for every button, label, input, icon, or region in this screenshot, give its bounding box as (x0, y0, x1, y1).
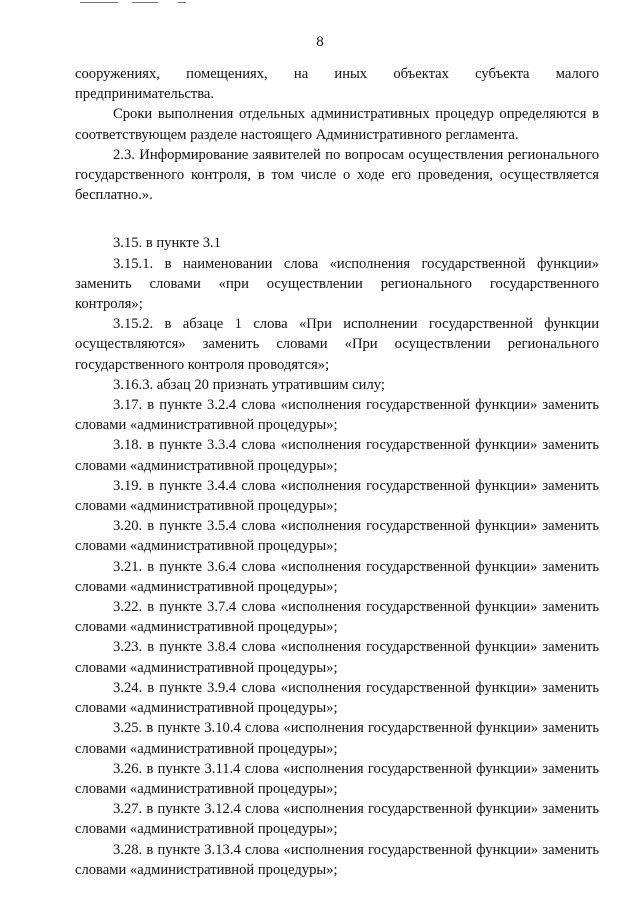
paragraph: 3.25. в пункте 3.10.4 слова «исполнения государственной функции» заменить словами «административной процедуры»; (75, 720, 599, 757)
scan-artifact (178, 2, 186, 3)
paragraph: 3.19. в пункте 3.4.4 слова «исполнения государственной функции» заменить словами «административной процедуры»; (75, 477, 599, 515)
paragraph: 3.24. в пункте 3.9.4 слова «исполнения государственной функции» заменить словами «административной процедуры»; (75, 679, 599, 717)
paragraph-gap (75, 205, 599, 233)
paragraph: 3.16.3. абзац 20 признать утратившим силу; (113, 376, 385, 393)
paragraph: 3.15. в пункте 3.1 (113, 235, 221, 252)
paragraph: 3.15.1. в наименовании слова «исполнения государственной функции» заменить словами «при осуществлении регионального государственного контроля»; (75, 255, 599, 313)
paragraph: 3.20. в пункте 3.5.4 слова «исполнения государственной функции» заменить словами «административной процедуры»; (75, 518, 599, 555)
paragraph: 3.21. в пункте 3.6.4 слова «исполнения государственной функции» заменить словами «административной процедуры»; (75, 558, 599, 595)
scan-artifact (80, 2, 118, 3)
document-body (75, 64, 599, 880)
paragraph: 3.22. в пункте 3.7.4 слова «исполнения государственной функции» заменить словами «административной процедуры»; (75, 599, 599, 636)
paragraph: 3.15.2. в абзаце 1 слова «При исполнении государственной функции осуществляются» заменить словами «При осуществлении регионального государственного контроля проводятся»; (75, 316, 599, 373)
scan-artifact (132, 2, 158, 3)
paragraph: Сроки выполнения отдельных административных процедур определяются в соответствующем разделе настоящего Административного регламента. (75, 106, 599, 143)
paragraph: 3.18. в пункте 3.3.4 слова «исполнения государственной функции» заменить словами «административной процедуры»; (75, 437, 599, 474)
paragraph: 3.27. в пункте 3.12.4 слова «исполнения государственной функции» заменить словами «административной процедуры»; (75, 801, 599, 838)
paragraph: 3.23. в пункте 3.8.4 слова «исполнения государственной функции» заменить словами «административной процедуры»; (75, 639, 599, 676)
paragraph: 3.26. в пункте 3.11.4 слова «исполнения государственной функции» заменить словами «административной процедуры»; (75, 760, 599, 797)
paragraph: сооружениях, помещениях, на иных объектах субъекта малого предпринимательства. (75, 66, 599, 103)
paragraph: 2.3. Информирование заявителей по вопросам осуществления регионального государственного контроля, в том числе о ходе его проведения, осуществляется бесплатно.». (75, 146, 599, 204)
paragraph: 3.28. в пункте 3.13.4 слова «исполнения государственной функции» заменить словами «административной процедуры»; (75, 841, 599, 878)
paragraph: 3.17. в пункте 3.2.4 слова «исполнения государственной функции» заменить словами «административной процедуры»; (75, 397, 599, 434)
page-number: 8 (316, 34, 324, 50)
